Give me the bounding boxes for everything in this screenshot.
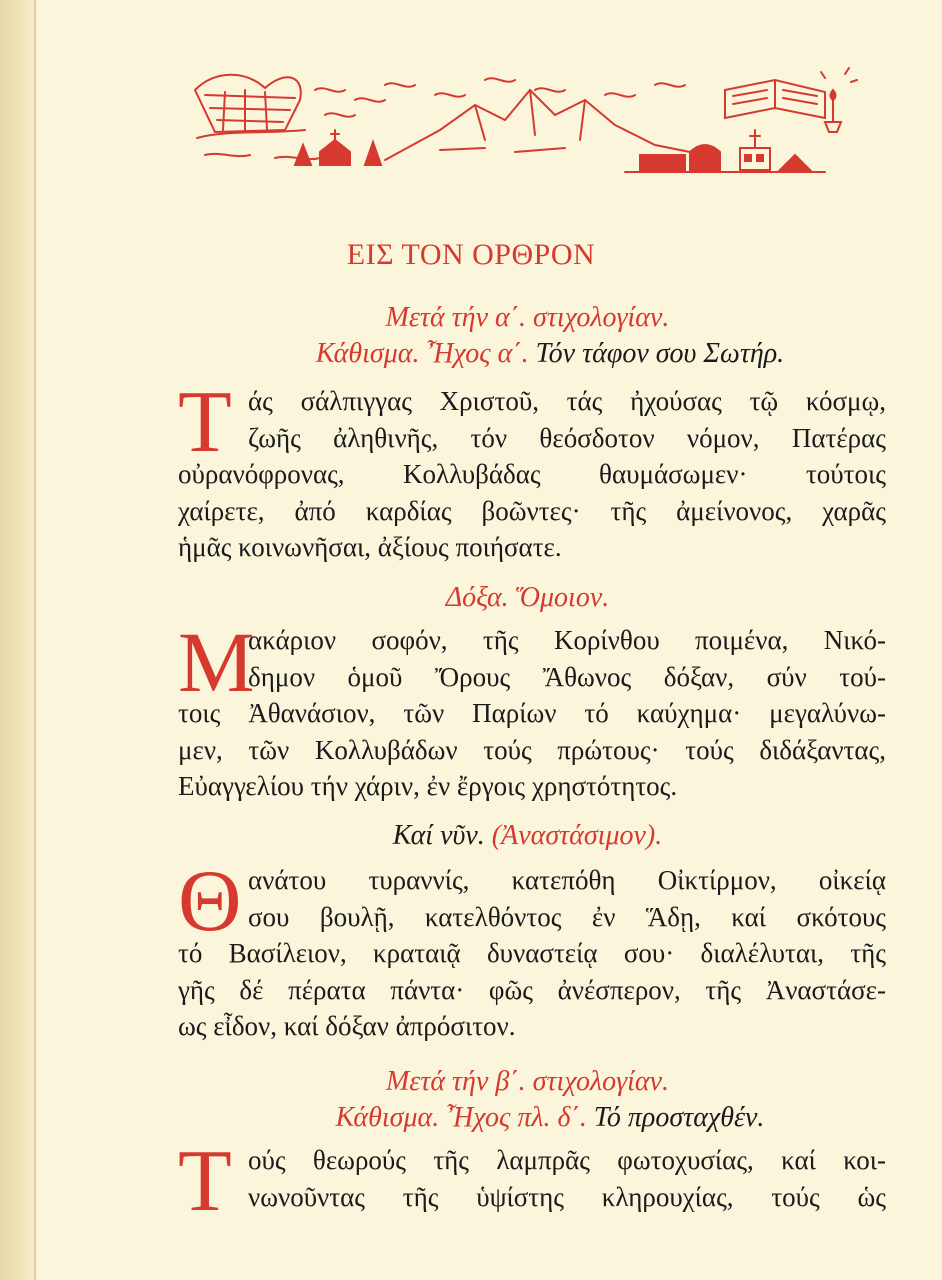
text-line: δημον ὁμοῦ Ὄρους Ἄθωνος δόξαν, σύν τού- [248, 661, 886, 692]
heading-kai-nyn: Καί νῦν. [392, 820, 485, 851]
heading-melody: Τό προσταχθέν. [586, 1102, 765, 1133]
drop-cap: Θ [178, 853, 242, 950]
text-line: ἡμᾶς κοινωνῆσαι, ἀξίους ποιήσατε. [178, 532, 562, 562]
drop-cap: Τ [178, 1133, 232, 1230]
text-line: σου βουλῇ, κατελθόντος ἐν Ἅδῃ, καί σκότους [248, 901, 886, 932]
section-heading-1 [150, 300, 942, 372]
heading-line: Μετά τήν β΄. στιχολογίαν. [385, 1066, 670, 1097]
text-line: ανάτου τυραννίς, κατεπόθη Οἰκτίρμον, οἰκείᾳ [248, 865, 886, 895]
text-line: νωνοῦντας τῆς ὑψίστης κληρουχίας, τούς ὡς [248, 1181, 886, 1212]
text-line: οὐρανόφρονας, Κολλυβάδας θαυμάσωμεν· τούτοις [178, 459, 886, 489]
heading-kathisma: Κάθισμα. Ἦχος α΄. [315, 338, 529, 369]
text-line: ως εἶδον, καί δόξαν ἀπρόσιτον. [178, 1011, 516, 1041]
stanza-1 [178, 374, 886, 566]
heading-line: Δόξα. Ὅμοιον. [445, 582, 610, 613]
heading-melody: Τόν τάφον σου Σωτήρ. [528, 338, 785, 369]
text-line: τό Βασίλειον, κραταιᾷ δυναστείᾳ σου· διαλέλυται, τῆς [178, 938, 886, 968]
drop-cap: Μ [178, 614, 255, 710]
heading-anastasimon: (Ἀναστάσιμον). [484, 820, 663, 851]
text-line: ακάριον σοφόν, τῆς Κορίνθου ποιμένα, Νικό- [248, 625, 886, 655]
heading-line [150, 1100, 942, 1136]
heading-line [105, 818, 942, 854]
page-title: ΕΙΣ ΤΟΝ ΟΡΘΡΟΝ [346, 238, 596, 271]
text-line: ούς θεωρούς τῆς λαμπρᾶς φωτοχυσίας, καί κοι- [248, 1145, 886, 1175]
gutter-edge [34, 0, 36, 1280]
drop-cap: Τ [178, 374, 232, 471]
mount-athos-headpiece-icon [185, 60, 865, 175]
heading-kathisma: Κάθισμα. Ἦχος πλ. δ΄. [335, 1102, 587, 1133]
text-line: χαίρετε, ἀπό καρδίας βοῶντες· τῆς ἀμείνονος, χαρᾶς [178, 495, 886, 526]
stanza-3 [178, 853, 886, 1045]
text-line: Εὐαγγελίου τήν χάριν, ἐν ἔργοις χρηστότητος. [178, 771, 678, 801]
heading-line [150, 336, 942, 372]
text-line: γῆς δέ πέρατα πάντα· φῶς ἀνέσπερον, τῆς Ἀναστάσε- [178, 974, 886, 1005]
heading-line: Μετά τήν α΄. στιχολογίαν. [385, 302, 670, 333]
stanza-2 [178, 614, 886, 805]
text-line: ζωῆς ἀληθινῆς, τόν θεόσδοτον νόμον, Πατέρας [248, 422, 886, 453]
section-heading-2 [150, 580, 942, 616]
section-heading-4 [150, 1064, 942, 1136]
stanza-4 [178, 1133, 886, 1230]
page-gutter [0, 0, 36, 1280]
section-heading-3 [150, 818, 942, 854]
text-line: τοις Ἀθανάσιον, τῶν Παρίων τό καύχημα· μεγαλύνω- [178, 698, 886, 728]
text-line: άς σάλπιγγας Χριστοῦ, τάς ἠχούσας τῷ κόσμῳ, [248, 386, 886, 416]
text-line: μεν, τῶν Κολλυβάδων τούς πρώτους· τούς διδάξαντας, [178, 734, 886, 765]
